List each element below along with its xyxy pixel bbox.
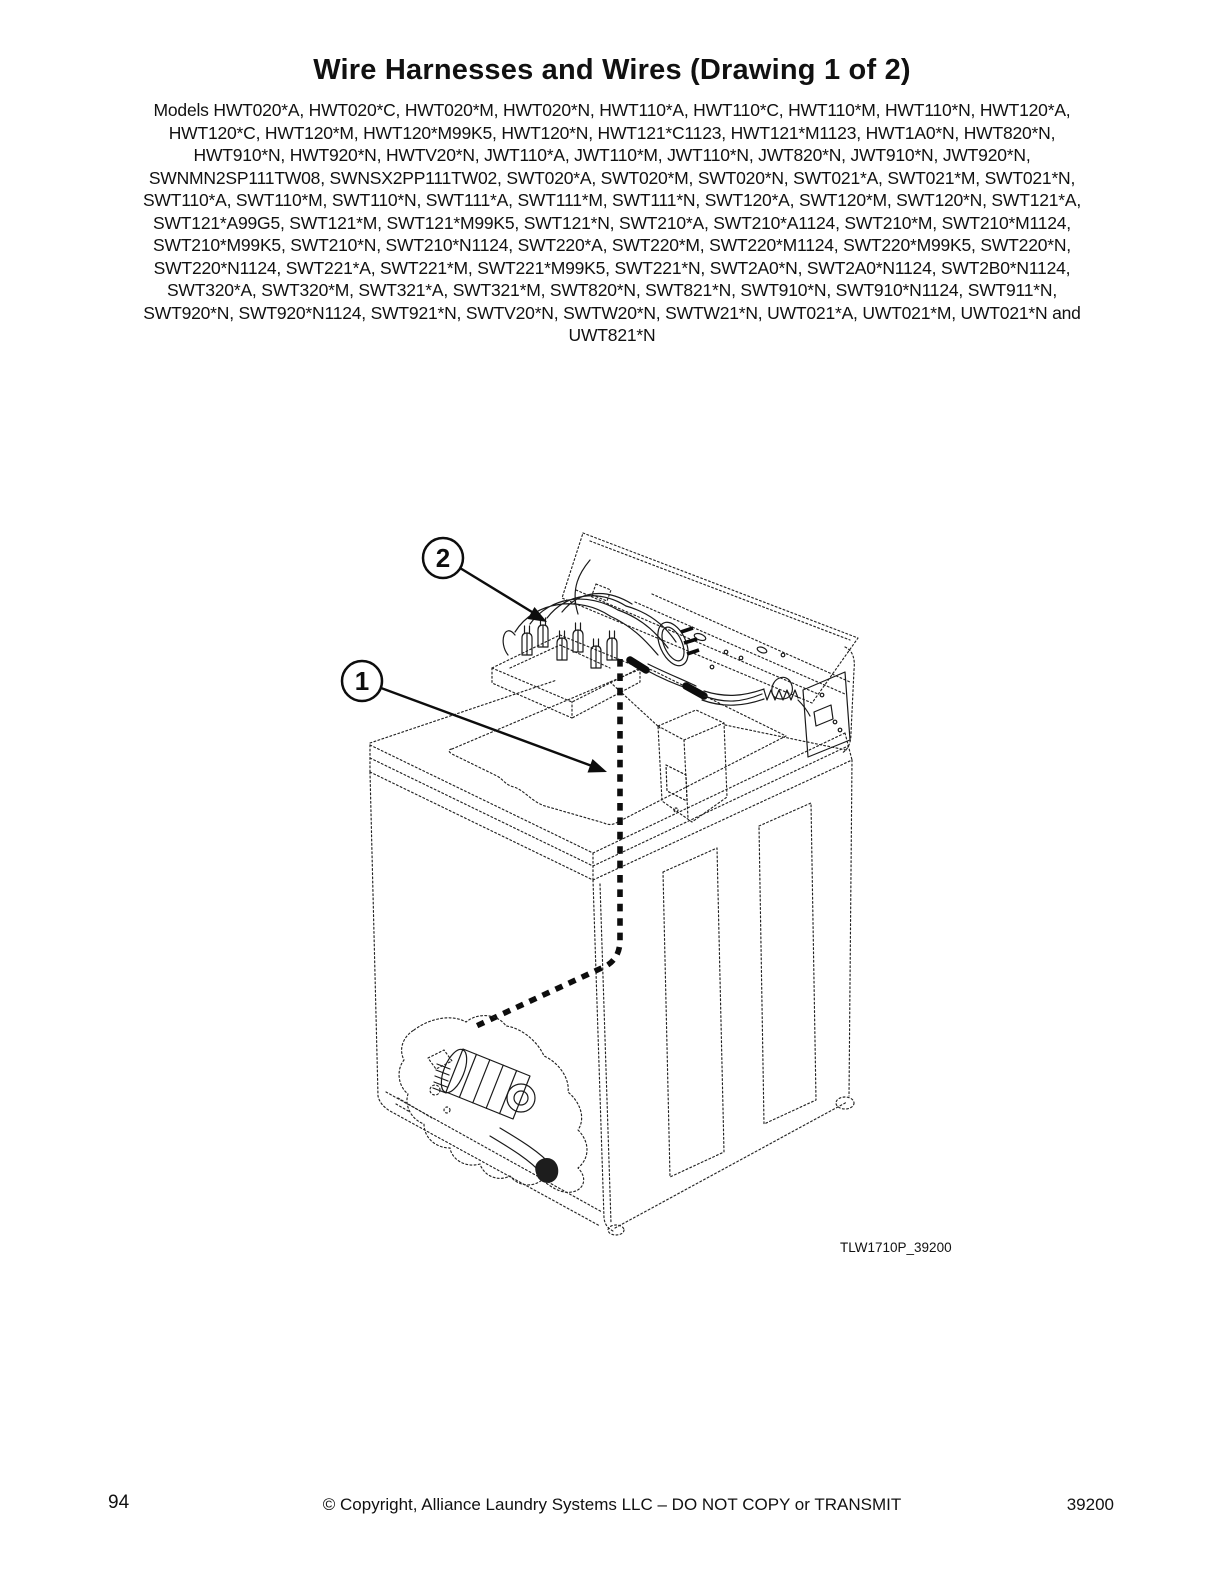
leveling-feet [396, 1097, 854, 1235]
callout-arrowhead-1 [588, 759, 608, 773]
harness-braid [702, 689, 764, 705]
grommet-dome [772, 677, 793, 699]
electrical-box-label [814, 705, 833, 726]
footer-copyright: © Copyright, Alliance Laundry Systems LLC – DO NOT COPY or TRANSMIT [322, 1495, 902, 1514]
page-title: Wire Harnesses and Wires (Drawing 1 of 2) [313, 54, 911, 86]
model-line: HWT910*N, HWT920*N, HWTV20*N, JWT110*A, JWT110*M, JWT110*N, JWT820*N, JWT910*N, JWT920*N, [193, 145, 1031, 165]
model-line: UWT821*N [568, 325, 656, 345]
model-line: HWT120*C, HWT120*M, HWT120*M99K5, HWT120*N, HWT121*C1123, HWT121*M1123, HWT1A0*N, HWT820*N, [168, 122, 1056, 143]
model-line: SWNMN2SP111TW08, SWNSX2PP111TW02, SWT020*A, SWT020*M, SWT020*N, SWT021*A, SWT021*M, SWT021*N, [148, 167, 1076, 188]
model-line: Models HWT020*A, HWT020*C, HWT020*M, HWT020*N, HWT110*A, HWT110*C, HWT110*M, HWT110*N, HWT120*A, [153, 100, 1071, 120]
electrical-box [803, 672, 850, 757]
model-line: SWT320*A, SWT320*M, SWT321*A, SWT321*M, SWT820*N, SWT821*N, SWT910*N, SWT910*N1124, SWT911*N, [166, 280, 1058, 300]
console-hood [562, 533, 858, 703]
rear-deck-holes [693, 632, 836, 724]
model-line: SWT220*N1124, SWT221*A, SWT221*M, SWT221*M99K5, SWT221*N, SWT2A0*N, SWT2A0*N1124, SWT2B0*N1124, [153, 257, 1071, 278]
harness-ferrule [630, 660, 646, 670]
callout-2-label: 2 [435, 543, 451, 573]
pump-cutout-boundary [399, 1016, 587, 1193]
drain-pump [398, 1016, 587, 1193]
figure-label: TLW1710P_39200 [840, 1240, 952, 1255]
pump-motor [436, 1046, 530, 1119]
front-panel [370, 772, 613, 1231]
side-emboss-right [759, 803, 816, 1124]
callout-1-label: 1 [354, 666, 370, 696]
footer-doc-number: 39200 [1066, 1495, 1114, 1514]
harness-ferrule [686, 686, 704, 696]
model-line: SWT920*N, SWT920*N1124, SWT921*N, SWTV20*N, SWTW20*N, SWTW21*N, UWT021*A, UWT021*M, UWT021*N and [143, 302, 1081, 323]
wire-route-dashed-line [472, 659, 620, 1028]
callout-arrow-2 [460, 568, 532, 612]
footer-page-number: 94 [108, 1492, 130, 1513]
harness-connectors [522, 625, 617, 668]
model-line: SWT121*A99G5, SWT121*M, SWT121*M99K5, SWT121*N, SWT210*A, SWT210*A1124, SWT210*M, SWT210*M1124, [153, 212, 1071, 233]
callout-arrow-1 [381, 688, 592, 766]
side-emboss-left [663, 848, 724, 1177]
model-line: SWT210*M99K5, SWT210*N, SWT210*N1124, SWT220*A, SWT220*M, SWT220*M1124, SWT220*M99K5, SWT220*N, [153, 235, 1071, 255]
pump-bracket [398, 1050, 452, 1118]
side-panel [615, 647, 854, 1228]
model-line: SWT110*A, SWT110*M, SWT110*N, SWT111*A, SWT111*M, SWT111*N, SWT120*A, SWT120*M, SWT120*N, SWT121*A, [142, 190, 1082, 210]
